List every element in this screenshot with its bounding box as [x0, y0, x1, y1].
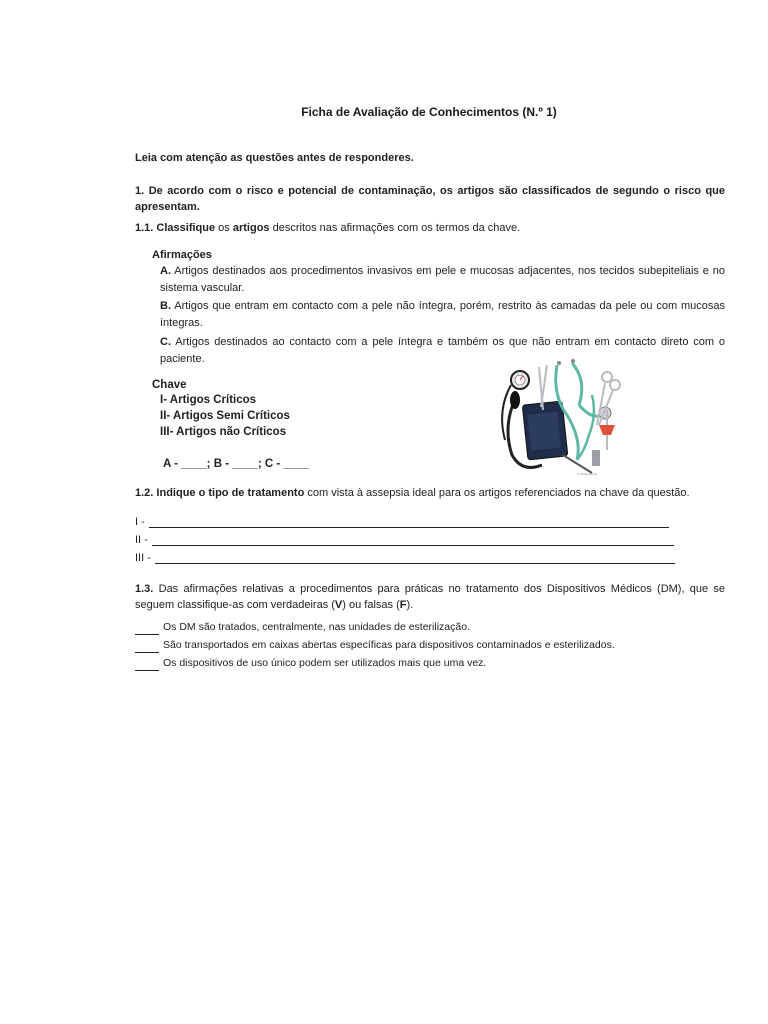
key-list [160, 392, 460, 440]
q1-3-f: F [399, 599, 407, 611]
statement-row-3 [135, 655, 486, 671]
affirmation-a-text: Artigos destinados aos procedimentos invasivos em pele e mucosas adjacentes, nos tecidos subepiteliais e no sistema vascular. [160, 265, 725, 294]
affirmation-c-text: Artigos destinados ao contacto com a pele íntegra e também os que não entram em contacto direto com o paciente. [160, 336, 726, 365]
key-item-1: I- Artigos Críticos [160, 394, 257, 406]
image-caption: © Shutterstock [577, 472, 597, 476]
answer-blanks: A - ____; B - ____; C - ____ [163, 458, 309, 470]
q1-3-text-c: ). [406, 599, 414, 611]
affirmation-a-letter: A. [160, 265, 171, 277]
statement-row-2 [135, 637, 615, 653]
question-1-2 [135, 485, 725, 501]
answer-line-ii-blank[interactable] [152, 535, 674, 546]
answer-line-iii-label: III - [135, 552, 151, 564]
q1-2-rest: com vista à assepsia ideal para os artigos referenciados na chave da questão. [307, 487, 690, 499]
intro-instruction: Leia com atenção as questões antes de responderes. [135, 152, 414, 164]
q1-1-bold-artigos: artigos [232, 222, 270, 234]
affirmation-b-letter: B. [160, 300, 171, 312]
question-1-1 [135, 220, 725, 236]
document-title: Ficha de Avaliação de Conhecimentos (N.º 1) [301, 105, 557, 119]
question-1-3 [135, 581, 725, 613]
medical-instruments-image [497, 355, 624, 477]
q1-1-mid: os [218, 222, 230, 234]
q1-3-number: 1.3. [135, 583, 154, 595]
answer-line-i-blank[interactable] [149, 517, 669, 528]
affirmation-c-letter: C. [160, 336, 171, 348]
q1-3-text-a: Das afirmações relativas a procedimentos para práticas no tratamento dos Dispositivos Médicos (DM), que se seguem classifique-as com verdadeiras ( [135, 583, 726, 611]
answer-line-i[interactable] [135, 512, 669, 528]
statement-1-blank[interactable] [135, 624, 159, 635]
answer-line-iii-blank[interactable] [155, 553, 675, 564]
statement-1-text: Os DM são tratados, centralmente, nas unidades de esterilização. [163, 621, 470, 633]
affirmation-c [160, 334, 725, 368]
key-item-2: II- Artigos Semi Críticos [160, 410, 290, 422]
q1-1-bold-classify: Classifique [156, 222, 216, 234]
q1-3-text-b: ) ou falsas ( [342, 599, 400, 611]
question-1-text: 1. De acordo com o risco e potencial de contaminação, os artigos são classificados de segundo o risco que apresentam. [135, 185, 725, 213]
statement-2-blank[interactable] [135, 642, 159, 653]
affirmation-a [160, 263, 725, 297]
answer-line-ii[interactable] [135, 530, 674, 546]
key-item-3: III- Artigos não Críticos [160, 426, 287, 438]
q1-3-v: V [334, 599, 343, 611]
q1-1-number: 1.1. [135, 222, 154, 234]
affirmations-heading: Afirmações [152, 249, 212, 261]
answer-line-ii-label: II - [135, 534, 148, 546]
q1-2-bold: Indique o tipo de tratamento [156, 487, 305, 499]
statement-row-1 [135, 619, 470, 635]
statement-3-blank[interactable] [135, 660, 159, 671]
q1-1-rest: descritos nas afirmações com os termos da chave. [272, 222, 521, 234]
answer-line-i-label: I - [135, 516, 145, 528]
key-heading: Chave [152, 379, 187, 391]
statement-3-text: Os dispositivos de uso único podem ser utilizados mais que uma vez. [163, 657, 487, 669]
answer-line-iii[interactable] [135, 548, 675, 564]
affirmation-b [160, 298, 725, 332]
statement-2-text: São transportados em caixas abertas específicas para dispositivos contaminados e esterilizados. [163, 639, 615, 651]
sphygmomanometer-icon [502, 371, 568, 467]
q1-2-number: 1.2. [135, 487, 154, 499]
affirmation-b-text: Artigos que entram em contacto com a pele não íntegra, porém, restrito às camadas da pele ou com mucosas íntegras. [160, 300, 726, 329]
